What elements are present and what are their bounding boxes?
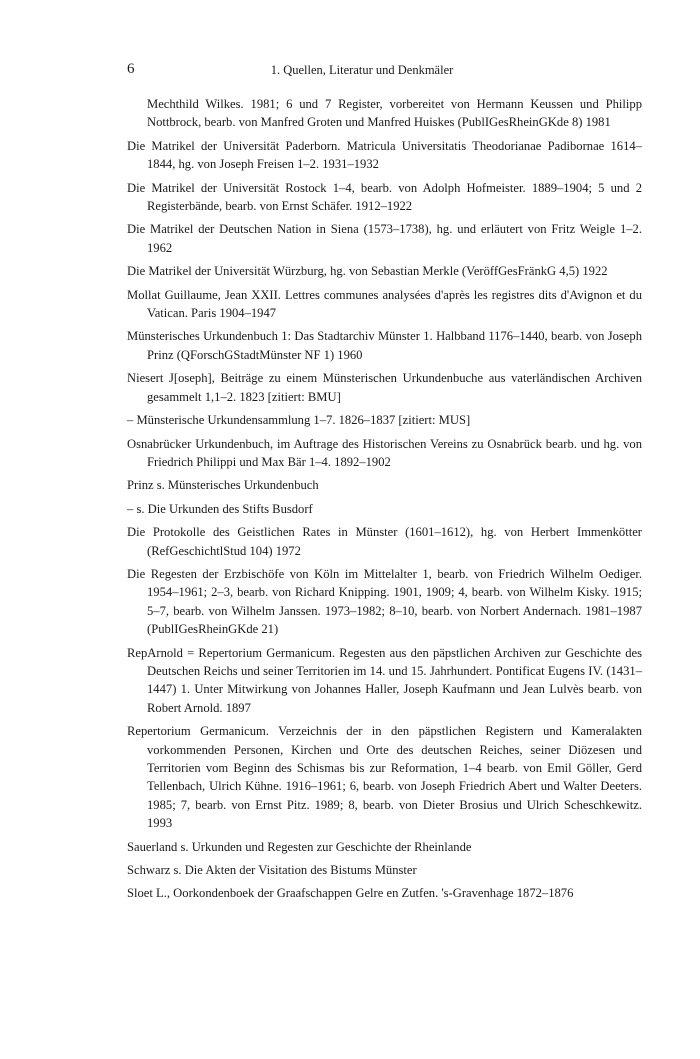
bibliography-entry: – s. Die Urkunden des Stifts Busdorf: [127, 501, 313, 516]
bibliography-entry: Repertorium Germanicum. Verzeichnis der in den päpstlichen Registern und Kameralakten vorkommenden Personen, Kirchen und Orte des deutschen Reiches, seiner Diözesen und Territorien vom Beginn des Schismas bis zur Reformation, 1–4 bearb. von Emil Göller, Gerd Tellenbach, Ulrich Kühne. 1916–1961; 6, bearb. von Joseph Friedrich Abert und Walter Deeters. 1985; 7, bearb. von Ernst Pitz. 1989; 8, bearb. von Dieter Brosius und Ulrich Scheschkewitz. 1993: [127, 724, 642, 831]
bibliography-entry: Mollat Guillaume, Jean XXII. Lettres communes analysées d'après les registres dits d'Avignon et du Vatican. Paris 1904–1947: [127, 287, 642, 321]
page-number: 6: [127, 61, 135, 77]
bibliography-entry: RepArnold = Repertorium Germanicum. Regesten aus den päpstlichen Archiven zur Geschichte des Deutschen Reichs und seiner Territorien im 14. und 15. Jahrhundert. Pontificat Eugens IV. (1431–1447) 1. Unter Mitwirkung von Johannes Haller, Joseph Kaufmann und Jean Lulvès bearb. von Robert Arnold. 1897: [127, 645, 642, 715]
bibliography-entry: Sloet L., Oorkondenboek der Graafschappen Gelre en Zutfen. 's-Gravenhage 1872–1876: [127, 886, 574, 901]
bibliography-list: [127, 95, 642, 908]
bibliography-entry: Die Matrikel der Universität Würzburg, hg. von Sebastian Merkle (VeröffGesFränkG 4,5) 1922: [127, 264, 608, 279]
running-head: 1. Quellen, Literatur und Denkmäler: [270, 63, 454, 77]
bibliography-entry: Die Matrikel der Universität Rostock 1–4, bearb. von Adolph Hofmeister. 1889–1904; 5 und 2 Registerbände, bearb. von Ernst Schäfer. 1912–1922: [127, 180, 642, 214]
bibliography-entry: Die Regesten der Erzbischöfe von Köln im Mittelalter 1, bearb. von Friedrich Wilhelm Oediger. 1954–1961; 2–3, bearb. von Richard Knipping. 1901, 1909; 4, bearb. von Wilhelm Kisky. 1915; 5–7, bearb. von Wilhelm Janssen. 1973–1982; 8–10, bearb. von Norbert Andernach. 1981–1987 (PublIGesRheinGKde 21): [127, 566, 642, 637]
bibliography-entry: Sauerland s. Urkunden und Regesten zur Geschichte der Rheinlande: [127, 839, 472, 854]
bibliography-entry: Niesert J[oseph], Beiträge zu einem Münsterischen Urkundenbuche aus vaterländischen Archiven gesammelt 1,1–2. 1823 [zitiert: BMU]: [127, 371, 642, 404]
bibliography-entry: Mechthild Wilkes. 1981; 6 und 7 Register, vorbereitet von Hermann Keussen und Philipp Nottbrock, bearb. von Manfred Groten und Manfred Huiskes (PublIGesRheinGKde 8) 1981: [147, 97, 642, 130]
bibliography-entry: Die Matrikel der Universität Paderborn. Matricula Universitatis Theodorianae Padibornae 1614–1844, hg. von Joseph Freisen 1–2. 1931–1932: [127, 138, 642, 172]
bibliography-entry: Die Matrikel der Deutschen Nation in Siena (1573–1738), hg. und erläutert von Fritz Weigle 1–2. 1962: [127, 222, 642, 255]
bibliography-entry: Münsterisches Urkundenbuch 1: Das Stadtarchiv Münster 1. Halbband 1176–1440, bearb. von Joseph Prinz (QForschGStadtMünster NF 1) 1960: [127, 329, 642, 362]
bibliography-entry: Osnabrücker Urkundenbuch, im Auftrage des Historischen Vereins zu Osnabrück bearb. und hg. von Friedrich Philippi und Max Bär 1–4. 1892–1902: [127, 436, 642, 469]
bibliography-entry: Die Protokolle des Geistlichen Rates in Münster (1601–1612), hg. von Herbert Immenkötter (RefGeschichtlStud 104) 1972: [127, 525, 642, 558]
bibliography-entry: Prinz s. Münsterisches Urkundenbuch: [127, 478, 319, 493]
bibliography-entry: Schwarz s. Die Akten der Visitation des Bistums Münster: [127, 863, 417, 878]
bibliography-entry: – Münsterische Urkundensammlung 1–7. 1826–1837 [zitiert: MUS]: [127, 413, 471, 428]
